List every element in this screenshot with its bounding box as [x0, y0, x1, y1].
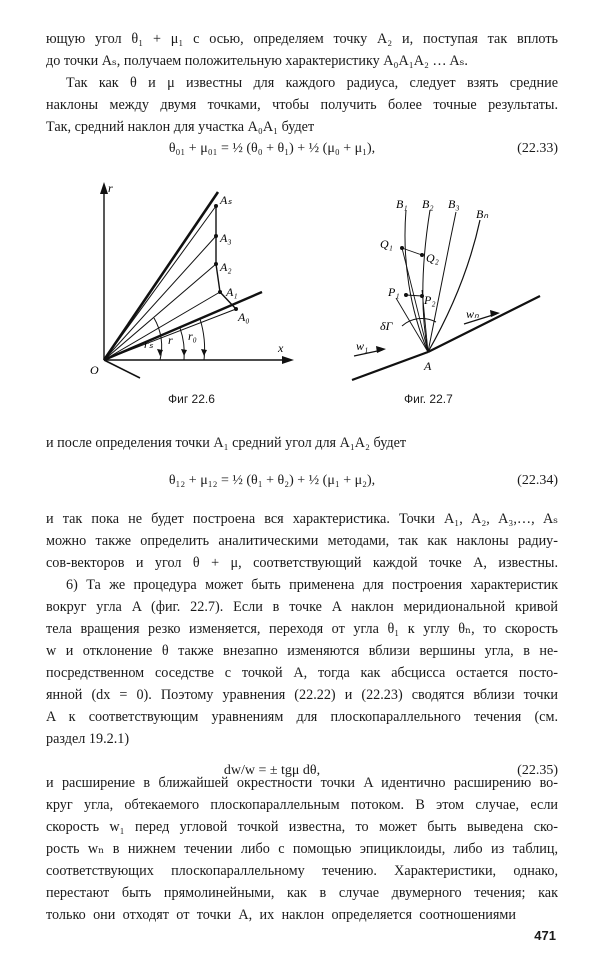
angle-arc-r — [180, 328, 184, 360]
text-line: Так как θ и μ известны для каждого радиуса, следует взять средние — [66, 75, 558, 91]
figure-caption-22-7: Фиг. 22.7 — [404, 392, 453, 406]
label-wn: wₙ — [466, 307, 479, 321]
curve-b3 — [428, 212, 456, 352]
text-line: посредственном соседстве с точкой A, тогда как абсцисса остается посто- — [46, 665, 558, 681]
equation-22-33 — [46, 134, 558, 166]
text-line: тела вращения резко изменяется, переходя от угла θ₁ к углу θₙ, то скорость — [46, 621, 558, 637]
angle-arc-dt — [402, 318, 436, 326]
label-r0: r₀ — [188, 329, 197, 343]
label-b3: B₃ — [448, 197, 460, 211]
equation-body: dw/w = ± tgμ dθ, — [223, 763, 321, 778]
label-as: Aₛ — [220, 193, 232, 207]
text-line: янной (dx = 0). Поэтому уравнения (22.22) и (22.23) сводятся вблизи точки — [46, 687, 558, 703]
page-number: 471 — [534, 928, 556, 943]
text-line: рость wₙ в нижнем течении либо с помощью эпициклоиды, либо из таблиц, — [46, 841, 558, 857]
equation-body: θ₁₂ + μ₁₂ = ½ (θ₁ + θ₂) + ½ (μ₁ + μ₂), — [168, 473, 376, 488]
equation-body: θ₀₁ + μ₀₁ = ½ (θ₀ + θ₁) + ½ (μ₀ + μ₁), — [168, 141, 376, 156]
figure-22-7 — [340, 190, 550, 390]
text-line: круг угла, обтекаемого плоскопараллельным потоком. В этом случае, если — [46, 797, 558, 813]
label-dt: δΓ — [380, 319, 393, 333]
text-line: перестают быть прямолинейными, как в случае двумерного течения; как — [46, 885, 558, 901]
point-a1 — [218, 290, 222, 294]
label-a2: A₂ — [220, 260, 232, 274]
equation-number: (22.35) — [517, 763, 558, 778]
label-p2: P₂ — [424, 293, 436, 307]
text-line: и после определения точки A₁ средний угол для A₁A₂ будет — [46, 435, 407, 451]
label-r: r — [168, 333, 173, 347]
point-as — [214, 204, 218, 208]
point-a3 — [214, 234, 218, 238]
text-line: A к соответствующим уравнениям для плоскопараллельного течения (см. — [46, 709, 558, 725]
label-a: A — [424, 359, 432, 373]
figure-caption-22-6: Фиг 22.6 — [168, 392, 215, 406]
text-line: до точки Aₛ, получаем положительную характеристику A₀A₁A₂ … Aₛ. — [46, 53, 468, 69]
wall-downstream — [428, 296, 540, 352]
text-line: Так, средний наклон для участка A₀A₁ будет — [46, 119, 315, 135]
ray-a3 — [104, 236, 216, 360]
label-a0: A₀ — [238, 310, 250, 324]
label-r-axis: r — [108, 181, 113, 195]
label-q1: Q₁ — [380, 237, 393, 251]
label-rs: rₛ — [144, 337, 154, 351]
text-line: наклоны между двумя точками, чтобы получить более точные результаты. — [46, 97, 558, 113]
equation-22-34 — [46, 466, 558, 498]
label-q2: Q₂ — [426, 251, 439, 265]
point-a2 — [214, 262, 218, 266]
equation-number: (22.33) — [517, 141, 558, 156]
label-w1: w₁ — [356, 339, 369, 353]
x-axis-arrow — [282, 356, 294, 364]
text-line: скорость w₁ перед угловой точкой известна, то может быть выведена ско- — [46, 819, 558, 835]
wall-upstream — [352, 352, 428, 380]
curve-b2 — [423, 210, 430, 352]
label-a3: A₃ — [220, 231, 232, 245]
text-line: соответствующих плоскопараллельному течению. Характеристики, однако, — [46, 863, 558, 879]
curve-bn — [428, 220, 480, 352]
figure-22-6 — [88, 168, 310, 390]
text-line: и так пока не будет построена вся характеристика. Точки A₁, A₂, A₃,…, Aₛ — [46, 511, 558, 527]
wall-stub — [104, 360, 140, 378]
text-line: можно также определить аналитическими методами, так как наклоны радиу- — [46, 533, 558, 549]
label-bn: Bₙ — [476, 207, 489, 221]
label-origin: O — [90, 363, 99, 377]
equation-number: (22.34) — [517, 473, 558, 488]
text-line: сов-векторов и угол θ + μ, соответствующий каждой точке A, известны. — [46, 555, 558, 571]
text-line: w и отклонение θ также внезапно изменяются вблизи вершины угла, в не- — [46, 643, 558, 659]
label-b2: B₂ — [422, 197, 434, 211]
label-p1: P₁ — [388, 285, 400, 299]
label-a1: A₁ — [226, 285, 238, 299]
label-x-axis: x — [278, 341, 284, 355]
r-axis-arrow — [100, 182, 108, 194]
text-line: только они отходят от точки A, их наклон определяется соотношениями — [46, 907, 516, 923]
text-line: раздел 19.2.1) — [46, 731, 130, 747]
text-line: ющую угол θ₁ + μ₁ с осью, определяем точку A₂ и, поступая так вплоть — [46, 31, 558, 47]
text-line: 6) Та же процедура может быть применена для построения характеристик — [66, 577, 558, 593]
label-b1: B₁ — [396, 197, 408, 211]
text-line: и расширение в ближайшей окрестности точки A идентично расширению во- — [46, 775, 558, 791]
text-line: вокруг угла A (фиг. 22.7). Если в точке A наклон меридиональной кривой — [46, 599, 558, 615]
